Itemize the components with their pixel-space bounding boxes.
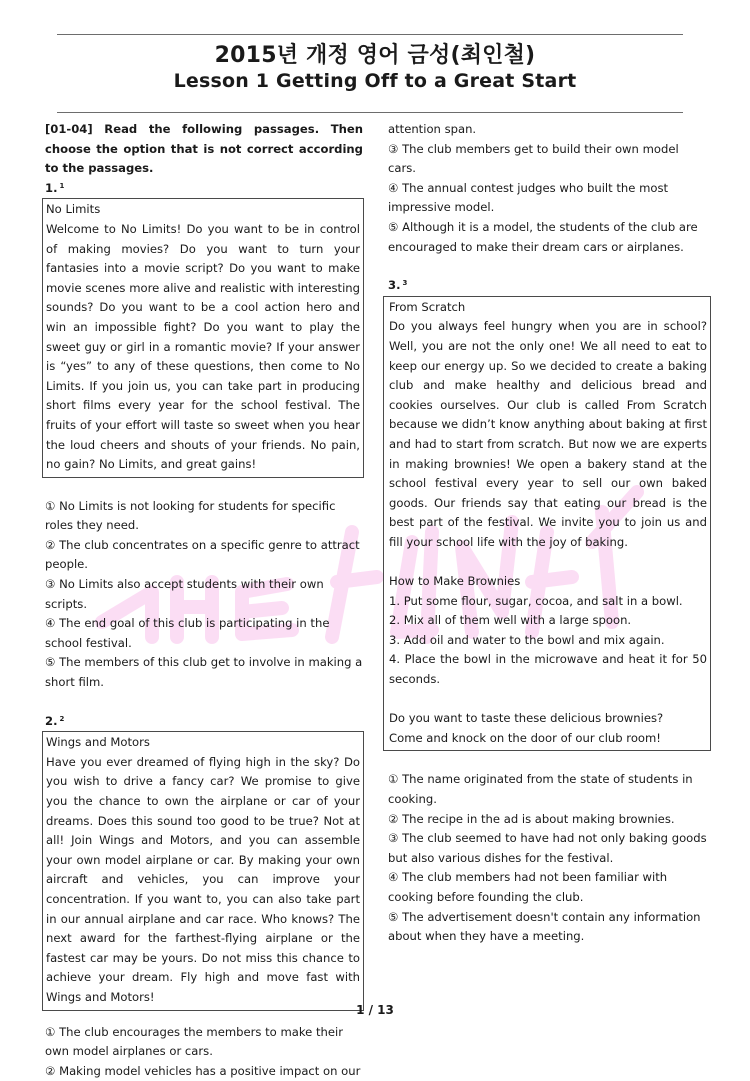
option[interactable]: ④ The end goal of this club is participating in the school festival.	[45, 616, 330, 650]
left-column	[45, 120, 363, 1081]
option[interactable]: ⑤ The advertisement doesn't contain any information about when they have a meeting.	[388, 909, 701, 944]
option[interactable]: ② Making model vehicles has a positive impact on our	[45, 1063, 361, 1078]
option[interactable]: ⑤ The members of this club get to involve in making a short film.	[45, 655, 363, 690]
option[interactable]: ③ The club seemed to have had not only baking goods but also various dishes for the festival.	[388, 831, 707, 865]
option[interactable]: ① The club encourages the members to make their own model airplanes or cars.	[45, 1024, 343, 1059]
header-bottom-rule	[57, 112, 683, 113]
recipe-title: How to Make Brownies	[389, 574, 521, 589]
closing-line: Come and knock on the door of our club room!	[389, 730, 661, 745]
footnote-1: 1	[59, 181, 65, 190]
top-rule	[57, 34, 683, 35]
question-1-options	[45, 497, 363, 693]
recipe-step: 2. Mix all of them well with a large spoon.	[389, 613, 632, 628]
recipe-step: 1. Put some flour, sugar, cocoa, and salt in a bowl.	[389, 593, 683, 608]
page-title: 2015년 개정 영어 금성(최인철)	[214, 43, 536, 68]
recipe-step: 3. Add oil and water to the bowl and mix again.	[389, 632, 665, 647]
right-column	[388, 120, 708, 947]
option[interactable]: ④ The club members had not been familiar with cooking before founding the club.	[388, 870, 668, 904]
question-3-number: 3. $^3$	[388, 278, 408, 293]
page-number: 1 / 13	[356, 1003, 394, 1017]
footnote-3: 3	[402, 279, 408, 288]
passage-text: Have you ever dreamed of flying high in the sky? Do you wish to drive a fancy car? We promise to give you the chance to own the airplane or car of your dreams. Does this sound too good to be true? Not at all! Join Wings and Motors, and you can assemble your own model airplane or car. By making your own aircraft and vehicles, you can improve your concentration. If you want to, you can also take part in our annual airplane and car race. Who knows? The next award for the farthest-flying airplane or the fastest car may be yours. Do not miss this chance to achieve your dream. Fly high and move fast with Wings and Motors!	[46, 754, 360, 1004]
question-2-options-right	[388, 120, 708, 257]
footnote-2: 2	[59, 714, 65, 723]
recipe-step: 4. Place the bowl in the microwave and heat it for 50 seconds.	[389, 652, 707, 687]
option[interactable]: ② The recipe in the ad is about making brownies.	[388, 811, 675, 826]
closing-line: Do you want to taste these delicious brownies?	[389, 711, 664, 726]
passage-text: Welcome to No Limits! Do you want to be in control of making movies? Do you want to turn your fantasies into a movie script? Do you want to make movie scenes more alive and realistic with interesting sounds? Do you want to be a cool action hero and win an impossible fight? Do you want to play the sweet guy or girl in a romantic movie? If your answer is “yes” to any of these questions, then come to No Limits. If you join us, you can take part in producing short films every year for the school festival. The fruits of your effort will taste so sweet when you hear the loud cheers and shouts of your friends. No pain, no gain? No Limits, and great gains!	[46, 221, 360, 472]
question-2-number: 2. $^2$	[45, 713, 65, 728]
question-3-passage-box	[383, 296, 711, 752]
passage-title: From Scratch	[389, 299, 466, 314]
option[interactable]: ① The name originated from the state of students in cooking.	[388, 772, 693, 806]
instruction-text: [01-04] Read the following passages. Then choose the option that is not correct according to the passages.	[45, 122, 363, 176]
option-continuation: attention span.	[388, 122, 477, 136]
option[interactable]: ⑤ Although it is a model, the students of the club are encouraged to make their dream cars or airplanes.	[388, 219, 698, 254]
option[interactable]: ④ The annual contest judges who built the most impressive model.	[388, 180, 669, 215]
option[interactable]: ① No Limits is not looking for students for specific roles they need.	[45, 498, 336, 533]
option[interactable]: ③ The club members get to build their own model cars.	[388, 141, 679, 176]
passage-text: Do you always feel hungry when you are in school? Well, you are not the only one! We all need to eat to keep our energy up. So we decided to create a baking club and make healthy and delicious bread and cookies ourselves. Our club is called From Scratch because we didn’t know anything about baking at first and had to start from scratch. But now we are experts in making brownies! We open a bakery stand at the school festival every year to sell our own baked goods. Our friends say that eating our bread is the best part of the festival. We invite you to join us and fill your school life with the joy of baking.	[389, 319, 707, 549]
question-2-options-left	[45, 1023, 363, 1081]
passage-title: Wings and Motors	[46, 735, 150, 750]
question-1-number: 1. $^1$	[45, 180, 65, 195]
lesson-subtitle: Lesson 1 Getting Off to a Great Start	[173, 70, 577, 92]
option[interactable]: ③ No Limits also accept students with their own scripts.	[45, 577, 324, 611]
question-3-options	[388, 770, 708, 946]
question-2-passage-box	[42, 731, 364, 1010]
question-1-passage-box	[42, 198, 364, 477]
passage-title: No Limits	[46, 202, 101, 217]
option[interactable]: ② The club concentrates on a specific genre to attract people.	[45, 537, 360, 572]
